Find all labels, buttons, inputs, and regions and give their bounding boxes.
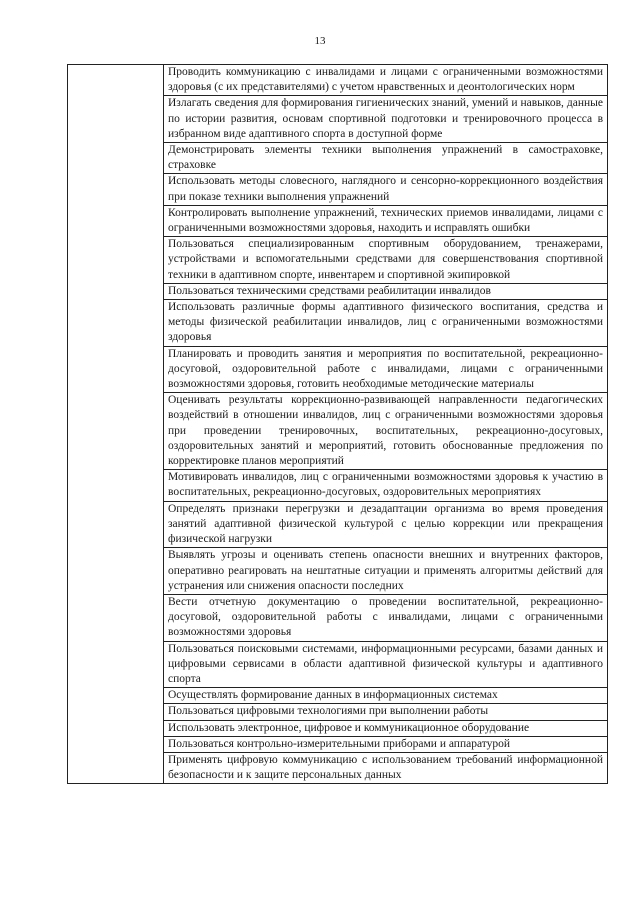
skill-item: Демонстрировать элементы техники выполнения упражнений в самостраховке, страховке: [164, 143, 607, 174]
skill-item: Пользоваться цифровыми технологиями при выполнении работы: [164, 704, 607, 720]
skill-item: Использовать методы словесного, наглядного и сенсорно-коррекционного воздействия при показе техники выполнения упражнений: [164, 174, 607, 205]
skill-item: Выявлять угрозы и оценивать степень опасности внешних и внутренних факторов, оперативно реагировать на нештатные ситуации и применять алгоритмы действий для устранения или снижения опасности последних: [164, 548, 607, 595]
skill-item: Пользоваться поисковыми системами, информационными ресурсами, базами данных и цифровыми сервисами в области адаптивной физической культуры и адаптивного спорта: [164, 642, 607, 689]
skill-item: Применять цифровую коммуникацию с использованием требований информационной безопасности и к защите персональных данных: [168, 753, 603, 782]
label-cell-empty: [68, 65, 164, 784]
skill-item: Определять признаки перегрузки и дезадаптации организма во время проведения занятий адаптивной физической культурой с целью коррекции или прекращения физической нагрузки: [164, 502, 607, 549]
skill-item: Пользоваться специализированным спортивным оборудованием, тренажерами, устройствами и вспомогательными средствами для совершенствования спортивной техники в адаптивном спорте, инвентарем и спортивной экипировкой: [164, 237, 607, 284]
skill-item: Пользоваться техническими средствами реабилитации инвалидов: [164, 284, 607, 300]
skills-cell: [164, 65, 608, 784]
skill-item: Пользоваться контрольно-измерительными приборами и аппаратурой: [164, 737, 607, 753]
skill-item: Оценивать результаты коррекционно-развивающей направленности педагогических воздействий в отношении инвалидов, лиц с ограниченными возможностями здоровья при проведении тренировочных, воспитательных, рекреационно-досуговых, оздоровительных занятий и мероприятий, готовить обоснованные предложения по корректировке планов мероприятий: [164, 393, 607, 470]
skill-item: Вести отчетную документацию о проведении воспитательной, рекреационно-досуговой, оздоровительной работы с инвалидами, лицами с ограниченными возможностями здоровья: [164, 595, 607, 642]
table-row: [68, 65, 608, 784]
skill-item: Использовать различные формы адаптивного физического воспитания, средства и методы физической реабилитации инвалидов, лиц с ограниченными возможностями здоровья: [164, 300, 607, 347]
skill-item: Использовать электронное, цифровое и коммуникационное оборудование: [164, 721, 607, 737]
skill-item: Излагать сведения для формирования гигиенических знаний, умений и навыков, данные по истории развития, основам спортивной подготовки и тренировочного процесса в избранном виде адаптивного спорта в доступной форме: [164, 96, 607, 143]
skill-item: Мотивировать инвалидов, лиц с ограниченными возможностями здоровья к участию в воспитательных, рекреационно-досуговых, оздоровительных мероприятиях: [164, 470, 607, 501]
skill-item: Контролировать выполнение упражнений, технических приемов инвалидами, лицами с ограниченными возможностями здоровья, находить и исправлять ошибки: [164, 206, 607, 237]
skill-item: Проводить коммуникацию с инвалидами и лицами с ограниченными возможностями здоровья (с их представителями) с учетом нравственных и деонтологических норм: [164, 65, 607, 96]
skill-item: Осуществлять формирование данных в информационных системах: [164, 688, 607, 704]
page-number: 13: [314, 35, 326, 47]
skill-item: Планировать и проводить занятия и мероприятия по воспитательной, рекреационно-досуговой, оздоровительной работе с инвалидами, лицами с ограниченными возможностями здоровья, готовить необходимые методические материалы: [164, 347, 607, 394]
skills-table: [67, 64, 608, 784]
